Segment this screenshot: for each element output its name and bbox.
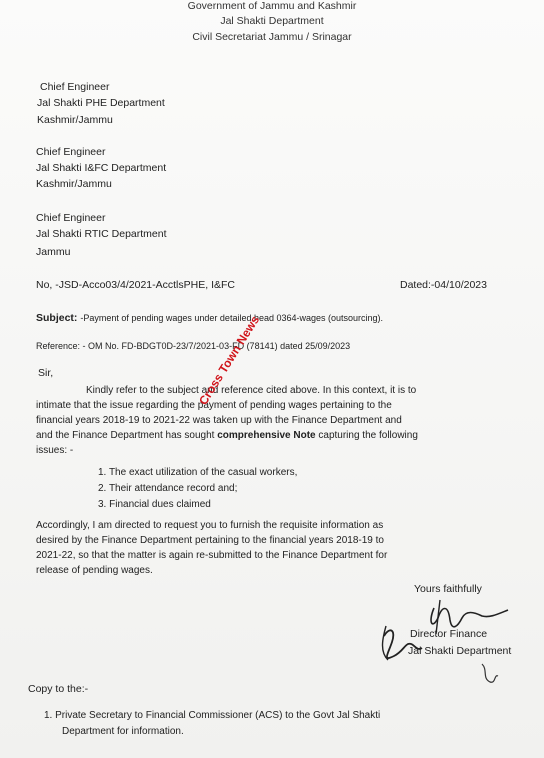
issue-item-3: 3. Financial dues claimed — [98, 499, 211, 510]
para1-line-4-start: and the Finance Department has sought — [36, 430, 215, 441]
para1-line-1: Kindly refer to the subject and reference cited above. In this context, it is to — [86, 385, 417, 396]
subject-text: -Payment of pending wages under detailed head 0364-wages (outsourcing). — [80, 313, 384, 323]
copy-item-1: 1. Private Secretary to Financial Commissioner (ACS) to the Govt Jal Shakti — [44, 710, 381, 721]
header-line-1: Government of Jammu and Kashmir — [187, 0, 357, 12]
copy-to-heading: Copy to the:- — [28, 683, 89, 695]
recipient-2-place: Kashmir/Jammu — [36, 178, 112, 190]
signatory-dept: Jal Shakti Department — [408, 645, 512, 657]
signature-scribble — [378, 596, 528, 692]
issue-item-1: 1. The exact utilization of the casual workers, — [98, 467, 298, 478]
recipient-1-place: Kashmir/Jammu — [37, 114, 113, 126]
para1-line-3: financial years 2018-19 to 2021-22 was taken up with the Finance Department and — [36, 415, 402, 426]
recipient-2-title: Chief Engineer — [36, 146, 106, 158]
para1-line-4-end: capturing the following — [318, 430, 418, 441]
subject-line — [36, 312, 383, 324]
letter-date: Dated:-04/10/2023 — [400, 279, 487, 291]
recipient-2-dept: Jal Shakti I&FC Department — [36, 162, 167, 174]
para1-line-5: issues: - — [36, 445, 74, 456]
issue-item-2: 2. Their attendance record and; — [98, 483, 238, 494]
recipient-3-dept: Jal Shakti RTIC Department — [36, 228, 167, 240]
header-line-2: Jal Shakti Department — [220, 15, 324, 27]
reference-line: Reference: - OM No. FD-BDGT0D-23/7/2021-03-FD (78141) dated 25/09/2023 — [36, 341, 351, 351]
header-line-3: Civil Secretariat Jammu / Srinagar — [192, 31, 352, 43]
para1-line-4 — [36, 430, 418, 441]
watermark: Cross Town News — [196, 313, 263, 408]
comprehensive-note: comprehensive Note — [217, 430, 316, 441]
recipient-1-dept: Jal Shakti PHE Department — [37, 97, 165, 109]
signatory-title: Director Finance — [410, 628, 488, 640]
copy-item-1-cont: Department for information. — [62, 726, 184, 737]
recipient-3-title: Chief Engineer — [36, 212, 106, 224]
para2-line-3: 2021-22, so that the matter is again re-submitted to the Finance Department for — [36, 550, 388, 561]
para2-line-4: release of pending wages. — [36, 565, 153, 576]
para2-line-2: desired by the Finance Department pertaining to the financial years 2018-19 to — [36, 535, 384, 546]
subject-label: Subject: — [36, 312, 78, 324]
closing: Yours faithfully — [414, 583, 482, 595]
recipient-3-place: Jammu — [36, 246, 71, 258]
para1-line-2: intimate that the issue regarding the payment of pending wages pertaining to the — [36, 400, 392, 411]
para2-line-1: Accordingly, I am directed to request you to furnish the requisite information as — [36, 520, 384, 531]
reference-number: No, -JSD-Acco03/4/2021-AcctlsPHE, I&FC — [36, 279, 235, 291]
salutation: Sir, — [38, 367, 54, 379]
recipient-1-title: Chief Engineer — [40, 81, 110, 93]
